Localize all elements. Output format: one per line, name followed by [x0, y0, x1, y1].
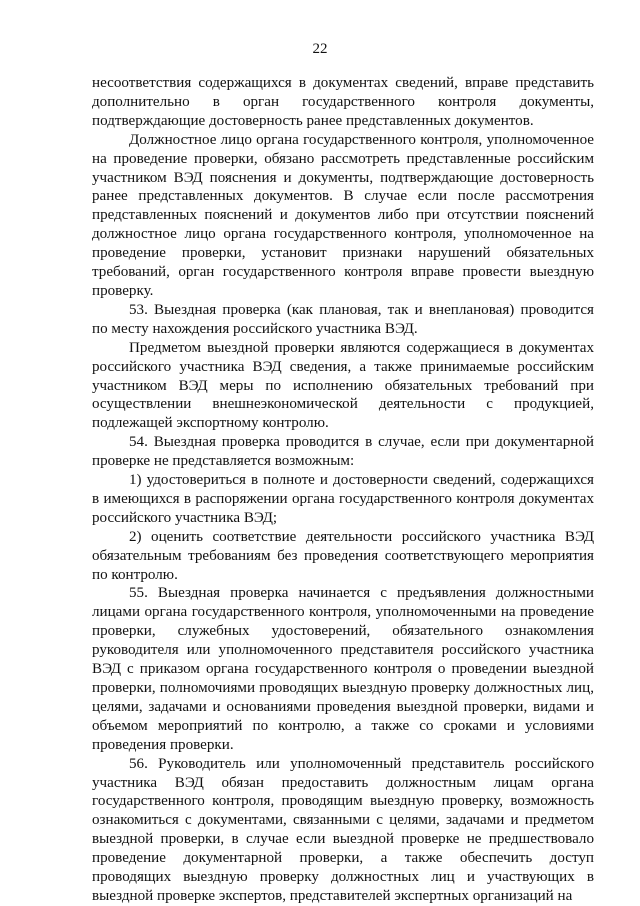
- paragraph-56: 56. Руководитель или уполномоченный представитель российского участника ВЭД обязан предоставить должностным лицам органа государственного контроля, проводящим выездную проверку, возможность ознакомиться с документами, связанными с целями, задачами и предметом выездной проверки, в случае если выездной проверке не предшествовало проведение документарной проверки, а также обеспечить доступ проводящих выездную проверку должностных лиц и участвующих в выездной проверке экспертов, представителей экспертных организаций на: [92, 755, 594, 904]
- paragraph-53: 53. Выездная проверка (как плановая, так и внеплановая) проводится по месту нахождения российского участника ВЭД.: [92, 301, 594, 337]
- document-body: [92, 74, 594, 906]
- paragraph-54-item-2: 2) оценить соответствие деятельности российского участника ВЭД обязательным требованиям без проведения соответствующего мероприятия по контролю.: [92, 528, 594, 583]
- paragraph-54: 54. Выездная проверка проводится в случае, если при документарной проверке не представляется возможным:: [92, 434, 594, 470]
- paragraph-continuation: несоответствия содержащихся в документах сведений, вправе представить дополнительно в орган государственного контроля документы, подтверждающие достоверность ранее представленных документов.: [92, 75, 594, 129]
- page-number: 22: [312, 41, 328, 57]
- paragraph-subject-of-inspection: Предметом выездной проверки являются содержащиеся в документах российского участника ВЭД сведения, а также принимаемые российским участником ВЭД меры по исполнению обязательных требований при осуществлении внешнеэкономической деятельности с продукцией, подлежащей экспортному контролю.: [92, 339, 594, 432]
- paragraph-55: 55. Выездная проверка начинается с предъявления должностными лицами органа государственного контроля, уполномоченными на проведение проверки, служебных удостоверений, обязательного ознакомления руководителя или уполномоченного представителя российского участника ВЭД с приказом органа государственного контроля о проведении выездной проверки, полномочиями проводящих выездную проверку должностных лиц, целями, задачами и основаниями проведения выездной проверки, видами и объемом мероприятий по контролю, а также со сроками и условиями проведения проверки.: [92, 585, 594, 753]
- paragraph-54-item-1: 1) удостовериться в полноте и достоверности сведений, содержащихся в имеющихся в распоряжении органа государственного контроля документах российского участника ВЭД;: [92, 472, 594, 526]
- paragraph-official-review: Должностное лицо органа государственного контроля, уполномоченное на проведение проверки, обязано рассмотреть представленные российским участником ВЭД пояснения и документы, подтверждающие достоверность ранее представленных документов. В случае если после рассмотрения представленных пояснений и документов либо при отсутствии пояснений должностное лицо органа государственного контроля, уполномоченное на проведение проверки, установит признаки нарушений обязательных требований, орган государственного контроля вправе провести выездную проверку.: [92, 131, 594, 299]
